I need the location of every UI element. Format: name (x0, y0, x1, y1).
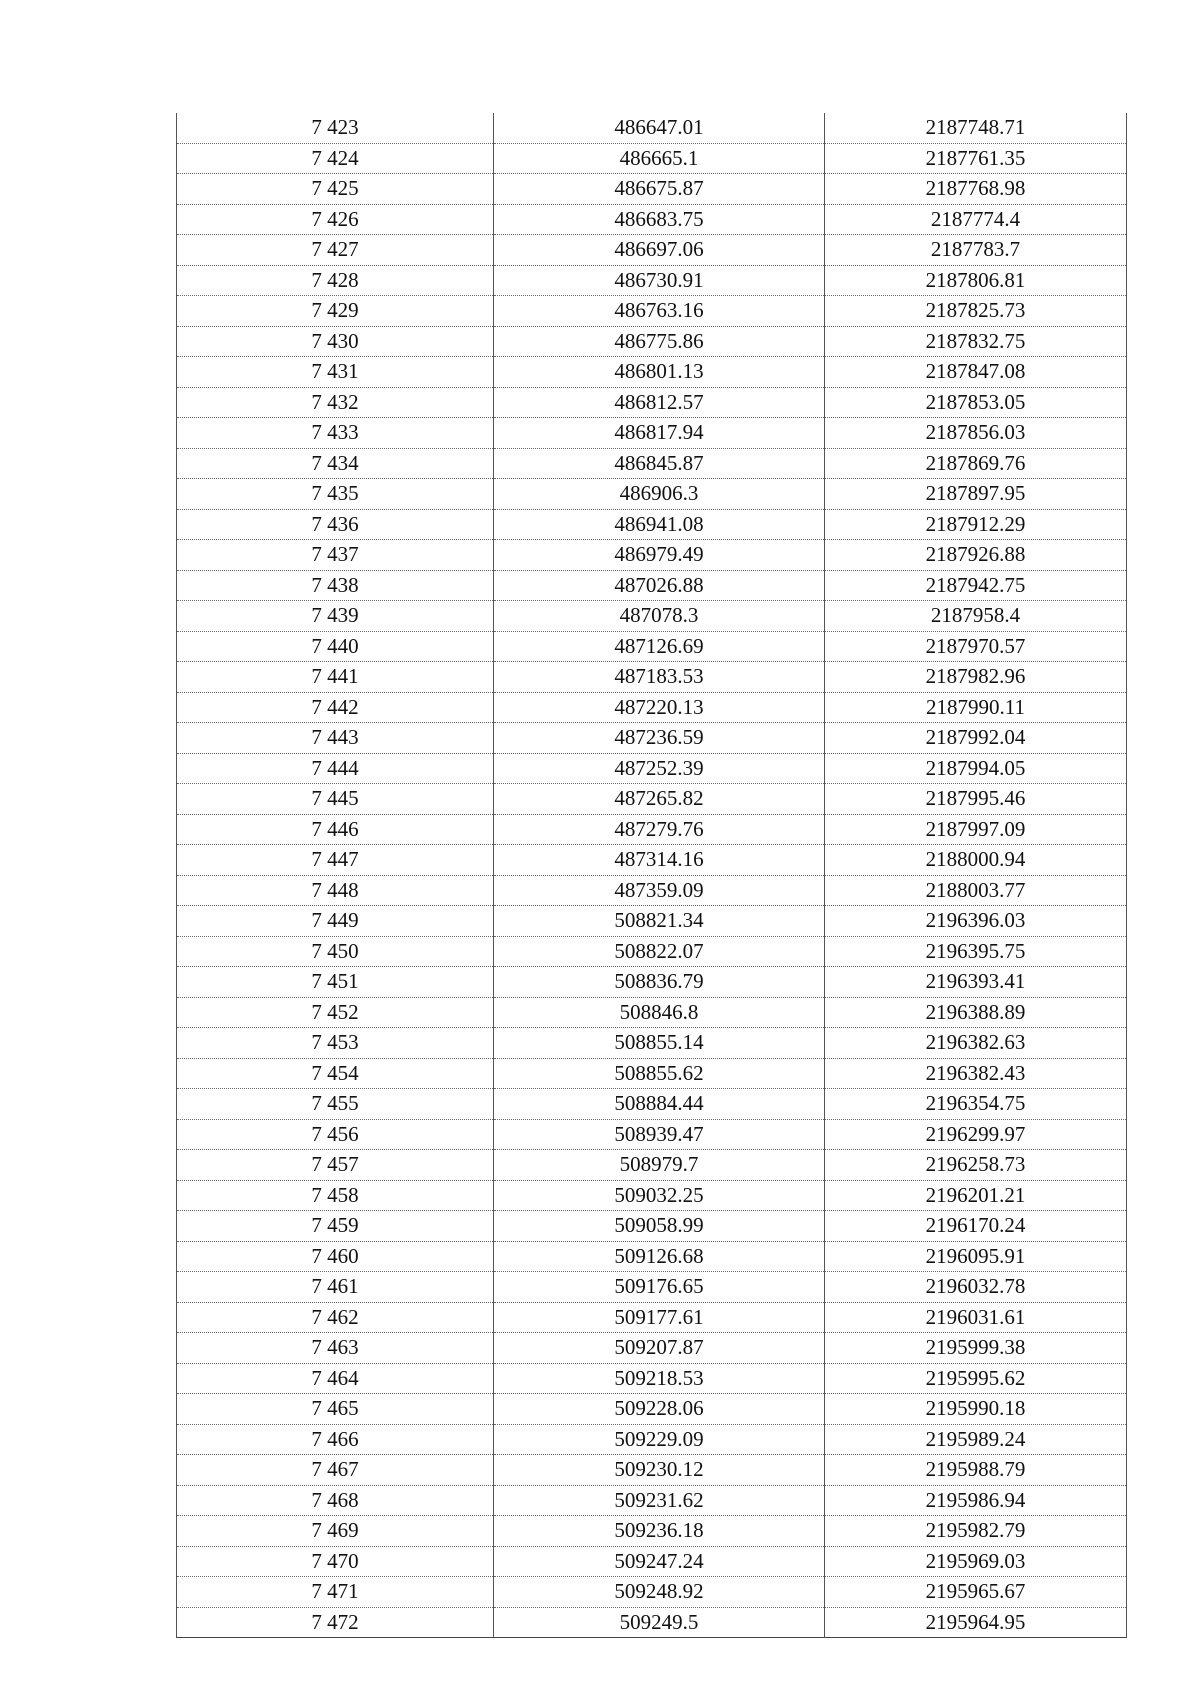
x-coordinate-cell: 508855.62 (494, 1058, 825, 1089)
table-row (177, 936, 1127, 967)
table-row (177, 753, 1127, 784)
point-number-cell: 7 450 (177, 936, 494, 967)
x-coordinate-cell: 509229.09 (494, 1424, 825, 1455)
y-coordinate-cell: 2187958.4 (825, 601, 1127, 632)
table-row (177, 143, 1127, 174)
y-coordinate-cell: 2187748.71 (825, 113, 1127, 143)
y-coordinate-cell: 2195990.18 (825, 1394, 1127, 1425)
point-number-cell: 7 439 (177, 601, 494, 632)
y-coordinate-cell: 2196299.97 (825, 1119, 1127, 1150)
y-coordinate-cell: 2187994.05 (825, 753, 1127, 784)
table-row (177, 448, 1127, 479)
table-row (177, 631, 1127, 662)
y-coordinate-cell: 2187774.4 (825, 204, 1127, 235)
x-coordinate-cell: 486801.13 (494, 357, 825, 388)
x-coordinate-cell: 487236.59 (494, 723, 825, 754)
x-coordinate-cell: 509230.12 (494, 1455, 825, 1486)
point-number-cell: 7 466 (177, 1424, 494, 1455)
point-number-cell: 7 462 (177, 1302, 494, 1333)
point-number-cell: 7 454 (177, 1058, 494, 1089)
table-row (177, 113, 1127, 143)
x-coordinate-cell: 509177.61 (494, 1302, 825, 1333)
point-number-cell: 7 440 (177, 631, 494, 662)
y-coordinate-cell: 2187825.73 (825, 296, 1127, 327)
point-number-cell: 7 428 (177, 265, 494, 296)
point-number-cell: 7 434 (177, 448, 494, 479)
y-coordinate-cell: 2187897.95 (825, 479, 1127, 510)
point-number-cell: 7 471 (177, 1577, 494, 1608)
table-row (177, 1241, 1127, 1272)
point-number-cell: 7 448 (177, 875, 494, 906)
table-row (177, 601, 1127, 632)
table-row (177, 174, 1127, 205)
table-row (177, 875, 1127, 906)
point-number-cell: 7 438 (177, 570, 494, 601)
point-number-cell: 7 427 (177, 235, 494, 266)
x-coordinate-cell: 508822.07 (494, 936, 825, 967)
point-number-cell: 7 443 (177, 723, 494, 754)
table-row (177, 723, 1127, 754)
y-coordinate-cell: 2187832.75 (825, 326, 1127, 357)
y-coordinate-cell: 2187768.98 (825, 174, 1127, 205)
point-number-cell: 7 444 (177, 753, 494, 784)
point-number-cell: 7 470 (177, 1546, 494, 1577)
table-row (177, 418, 1127, 449)
point-number-cell: 7 446 (177, 814, 494, 845)
coordinates-table-body (177, 113, 1127, 1638)
x-coordinate-cell: 486979.49 (494, 540, 825, 571)
table-row (177, 1058, 1127, 1089)
point-number-cell: 7 432 (177, 387, 494, 418)
point-number-cell: 7 456 (177, 1119, 494, 1150)
x-coordinate-cell: 509032.25 (494, 1180, 825, 1211)
y-coordinate-cell: 2187926.88 (825, 540, 1127, 571)
table-row (177, 479, 1127, 510)
point-number-cell: 7 458 (177, 1180, 494, 1211)
table-row (177, 387, 1127, 418)
point-number-cell: 7 436 (177, 509, 494, 540)
table-row (177, 540, 1127, 571)
x-coordinate-cell: 486697.06 (494, 235, 825, 266)
table-row (177, 784, 1127, 815)
x-coordinate-cell: 509231.62 (494, 1485, 825, 1516)
x-coordinate-cell: 508836.79 (494, 967, 825, 998)
point-number-cell: 7 426 (177, 204, 494, 235)
table-row (177, 967, 1127, 998)
y-coordinate-cell: 2187997.09 (825, 814, 1127, 845)
point-number-cell: 7 423 (177, 113, 494, 143)
x-coordinate-cell: 486817.94 (494, 418, 825, 449)
y-coordinate-cell: 2196170.24 (825, 1211, 1127, 1242)
y-coordinate-cell: 2187912.29 (825, 509, 1127, 540)
table-row (177, 1516, 1127, 1547)
table-row (177, 296, 1127, 327)
y-coordinate-cell: 2187856.03 (825, 418, 1127, 449)
table-row (177, 235, 1127, 266)
table-row (177, 1028, 1127, 1059)
table-row (177, 1394, 1127, 1425)
y-coordinate-cell: 2195965.67 (825, 1577, 1127, 1608)
x-coordinate-cell: 509248.92 (494, 1577, 825, 1608)
table-row (177, 1333, 1127, 1364)
table-row (177, 814, 1127, 845)
point-number-cell: 7 467 (177, 1455, 494, 1486)
x-coordinate-cell: 486775.86 (494, 326, 825, 357)
point-number-cell: 7 429 (177, 296, 494, 327)
y-coordinate-cell: 2195969.03 (825, 1546, 1127, 1577)
table-row (177, 570, 1127, 601)
table-row (177, 357, 1127, 388)
table-row (177, 997, 1127, 1028)
x-coordinate-cell: 508846.8 (494, 997, 825, 1028)
y-coordinate-cell: 2196032.78 (825, 1272, 1127, 1303)
y-coordinate-cell: 2187995.46 (825, 784, 1127, 815)
y-coordinate-cell: 2196258.73 (825, 1150, 1127, 1181)
y-coordinate-cell: 2196095.91 (825, 1241, 1127, 1272)
x-coordinate-cell: 486665.1 (494, 143, 825, 174)
table-row (177, 1546, 1127, 1577)
point-number-cell: 7 425 (177, 174, 494, 205)
y-coordinate-cell: 2187869.76 (825, 448, 1127, 479)
y-coordinate-cell: 2195988.79 (825, 1455, 1127, 1486)
y-coordinate-cell: 2188003.77 (825, 875, 1127, 906)
table-row (177, 1577, 1127, 1608)
x-coordinate-cell: 486675.87 (494, 174, 825, 205)
y-coordinate-cell: 2196382.63 (825, 1028, 1127, 1059)
y-coordinate-cell: 2187990.11 (825, 692, 1127, 723)
x-coordinate-cell: 487220.13 (494, 692, 825, 723)
x-coordinate-cell: 509176.65 (494, 1272, 825, 1303)
x-coordinate-cell: 509249.5 (494, 1607, 825, 1638)
x-coordinate-cell: 487078.3 (494, 601, 825, 632)
point-number-cell: 7 447 (177, 845, 494, 876)
point-number-cell: 7 437 (177, 540, 494, 571)
table-row (177, 204, 1127, 235)
table-row (177, 1211, 1127, 1242)
point-number-cell: 7 452 (177, 997, 494, 1028)
point-number-cell: 7 451 (177, 967, 494, 998)
x-coordinate-cell: 487279.76 (494, 814, 825, 845)
table-row (177, 1150, 1127, 1181)
y-coordinate-cell: 2187992.04 (825, 723, 1127, 754)
y-coordinate-cell: 2196382.43 (825, 1058, 1127, 1089)
point-number-cell: 7 441 (177, 662, 494, 693)
x-coordinate-cell: 508855.14 (494, 1028, 825, 1059)
point-number-cell: 7 430 (177, 326, 494, 357)
x-coordinate-cell: 509058.99 (494, 1211, 825, 1242)
x-coordinate-cell: 486683.75 (494, 204, 825, 235)
x-coordinate-cell: 508821.34 (494, 906, 825, 937)
x-coordinate-cell: 487026.88 (494, 570, 825, 601)
y-coordinate-cell: 2187761.35 (825, 143, 1127, 174)
y-coordinate-cell: 2187970.57 (825, 631, 1127, 662)
x-coordinate-cell: 509126.68 (494, 1241, 825, 1272)
table-row (177, 1424, 1127, 1455)
y-coordinate-cell: 2196396.03 (825, 906, 1127, 937)
point-number-cell: 7 464 (177, 1363, 494, 1394)
x-coordinate-cell: 486812.57 (494, 387, 825, 418)
point-number-cell: 7 453 (177, 1028, 494, 1059)
x-coordinate-cell: 509228.06 (494, 1394, 825, 1425)
point-number-cell: 7 457 (177, 1150, 494, 1181)
x-coordinate-cell: 487126.69 (494, 631, 825, 662)
x-coordinate-cell: 486845.87 (494, 448, 825, 479)
table-row (177, 1089, 1127, 1120)
y-coordinate-cell: 2196201.21 (825, 1180, 1127, 1211)
point-number-cell: 7 435 (177, 479, 494, 510)
y-coordinate-cell: 2187847.08 (825, 357, 1127, 388)
x-coordinate-cell: 486906.3 (494, 479, 825, 510)
y-coordinate-cell: 2195999.38 (825, 1333, 1127, 1364)
point-number-cell: 7 463 (177, 1333, 494, 1364)
table-row (177, 906, 1127, 937)
point-number-cell: 7 465 (177, 1394, 494, 1425)
x-coordinate-cell: 487265.82 (494, 784, 825, 815)
table-row (177, 1302, 1127, 1333)
x-coordinate-cell: 509218.53 (494, 1363, 825, 1394)
table-row (177, 1272, 1127, 1303)
y-coordinate-cell: 2187853.05 (825, 387, 1127, 418)
x-coordinate-cell: 508884.44 (494, 1089, 825, 1120)
x-coordinate-cell: 486763.16 (494, 296, 825, 327)
point-number-cell: 7 431 (177, 357, 494, 388)
table-row (177, 1119, 1127, 1150)
point-number-cell: 7 449 (177, 906, 494, 937)
x-coordinate-cell: 487252.39 (494, 753, 825, 784)
point-number-cell: 7 442 (177, 692, 494, 723)
point-number-cell: 7 445 (177, 784, 494, 815)
point-number-cell: 7 455 (177, 1089, 494, 1120)
table-row (177, 1180, 1127, 1211)
y-coordinate-cell: 2187806.81 (825, 265, 1127, 296)
x-coordinate-cell: 487314.16 (494, 845, 825, 876)
table-row (177, 1363, 1127, 1394)
y-coordinate-cell: 2196031.61 (825, 1302, 1127, 1333)
y-coordinate-cell: 2196354.75 (825, 1089, 1127, 1120)
y-coordinate-cell: 2196395.75 (825, 936, 1127, 967)
y-coordinate-cell: 2195989.24 (825, 1424, 1127, 1455)
y-coordinate-cell: 2188000.94 (825, 845, 1127, 876)
x-coordinate-cell: 486647.01 (494, 113, 825, 143)
point-number-cell: 7 469 (177, 1516, 494, 1547)
table-row (177, 509, 1127, 540)
table-row (177, 662, 1127, 693)
y-coordinate-cell: 2187982.96 (825, 662, 1127, 693)
table-row (177, 1607, 1127, 1638)
y-coordinate-cell: 2196393.41 (825, 967, 1127, 998)
x-coordinate-cell: 486730.91 (494, 265, 825, 296)
x-coordinate-cell: 509207.87 (494, 1333, 825, 1364)
y-coordinate-cell: 2195964.95 (825, 1607, 1127, 1638)
x-coordinate-cell: 509247.24 (494, 1546, 825, 1577)
point-number-cell: 7 460 (177, 1241, 494, 1272)
point-number-cell: 7 433 (177, 418, 494, 449)
point-number-cell: 7 468 (177, 1485, 494, 1516)
x-coordinate-cell: 486941.08 (494, 509, 825, 540)
y-coordinate-cell: 2187942.75 (825, 570, 1127, 601)
y-coordinate-cell: 2195986.94 (825, 1485, 1127, 1516)
y-coordinate-cell: 2196388.89 (825, 997, 1127, 1028)
y-coordinate-cell: 2195995.62 (825, 1363, 1127, 1394)
x-coordinate-cell: 509236.18 (494, 1516, 825, 1547)
x-coordinate-cell: 487183.53 (494, 662, 825, 693)
table-row (177, 845, 1127, 876)
y-coordinate-cell: 2195982.79 (825, 1516, 1127, 1547)
table-row (177, 1485, 1127, 1516)
point-number-cell: 7 472 (177, 1607, 494, 1638)
table-row (177, 326, 1127, 357)
x-coordinate-cell: 508939.47 (494, 1119, 825, 1150)
table-row (177, 1455, 1127, 1486)
point-number-cell: 7 459 (177, 1211, 494, 1242)
table-row (177, 692, 1127, 723)
point-number-cell: 7 461 (177, 1272, 494, 1303)
point-number-cell: 7 424 (177, 143, 494, 174)
table-row (177, 265, 1127, 296)
x-coordinate-cell: 487359.09 (494, 875, 825, 906)
y-coordinate-cell: 2187783.7 (825, 235, 1127, 266)
coordinates-table (176, 113, 1127, 1638)
x-coordinate-cell: 508979.7 (494, 1150, 825, 1181)
